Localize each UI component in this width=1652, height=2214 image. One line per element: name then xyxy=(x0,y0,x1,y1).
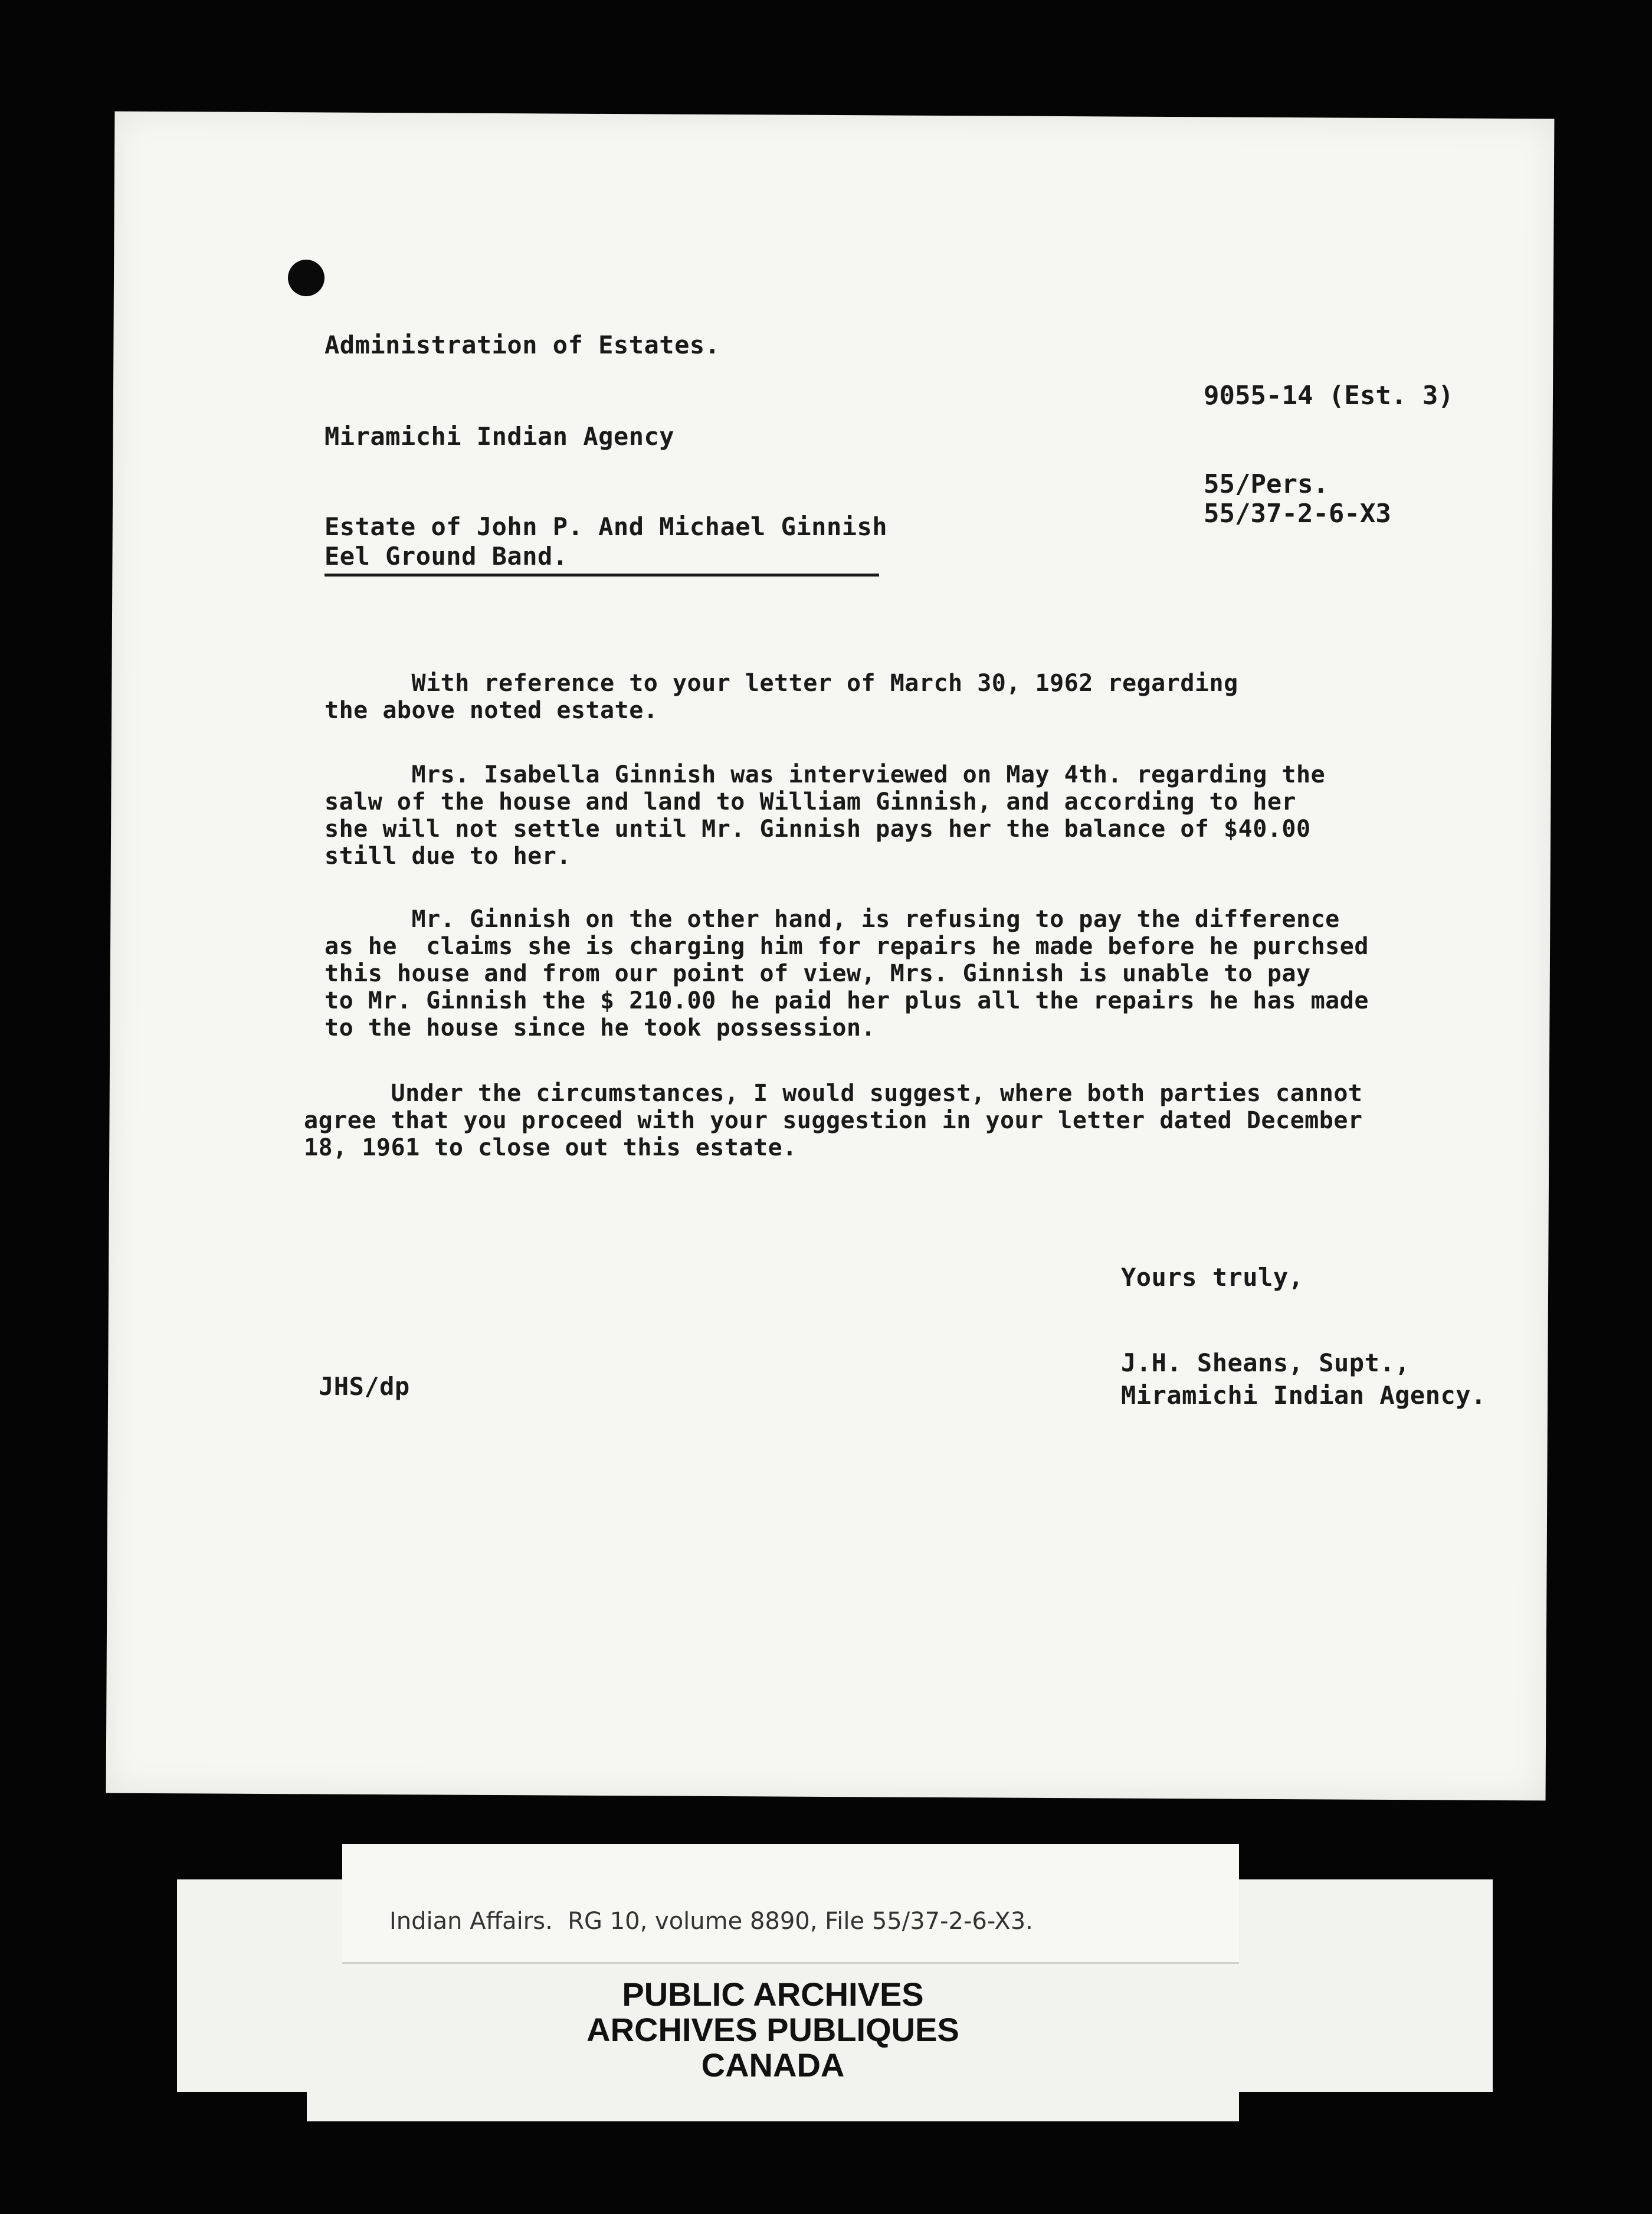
paragraph-2: Mrs. Isabella Ginnish was interviewed on May 4th. regarding the salw of the house and land to William Ginnish, and according to her she will not settle until Mr. Ginnish pays her the balance of $40.00 still due to her. xyxy=(324,761,1326,870)
closing: Yours truly, xyxy=(1121,1263,1304,1292)
signature-title: Miramichi Indian Agency. xyxy=(1121,1381,1486,1410)
stamp-line-3: CANADA xyxy=(701,2046,845,2084)
paragraph-3: Mr. Ginnish on the other hand, is refusing to pay the difference as he claims she is charging him for repairs he made before he purchsed this house and from our point of view, Mrs. Ginnish is unable to pay to Mr. Ginnish the $ 210.00 he paid her plus all the repairs he has made to the house since he took possession. xyxy=(324,906,1369,1042)
file-reference-2: 55/Pers. xyxy=(1204,469,1329,499)
punch-hole xyxy=(288,260,324,296)
archive-reference-text: Indian Affairs. RG 10, volume 8890, File 55/37-2-6-X3. xyxy=(389,1908,1033,1935)
subject-line-1: Estate of John P. And Michael Ginnish xyxy=(324,512,888,541)
signature-name: J.H. Sheans, Supt., xyxy=(1121,1348,1410,1377)
stamp-line-2: ARCHIVES PUBLIQUES xyxy=(586,2011,959,2048)
heading-agency: Miramichi Indian Agency xyxy=(324,422,675,451)
heading-administration: Administration of Estates. xyxy=(324,330,720,359)
stamp-line-1: PUBLIC ARCHIVES xyxy=(622,1976,924,2013)
file-reference-3: 55/37-2-6-X3 xyxy=(1204,499,1391,529)
archives-stamp xyxy=(307,1977,1239,2095)
subject-line-2: Eel Ground Band. xyxy=(324,542,879,577)
initials: JHS/dp xyxy=(319,1372,410,1401)
paragraph-4: Under the circumstances, I would suggest, where both parties cannot agree that you proceed with your suggestion in your letter dated December 18, 1961 to close out this estate. xyxy=(304,1080,1363,1161)
paragraph-1: With reference to your letter of March 30, 1962 regarding the above noted estate. xyxy=(324,670,1238,724)
file-reference-1: 9055-14 (Est. 3) xyxy=(1204,381,1454,411)
archive-reference-label xyxy=(342,1844,1239,1964)
